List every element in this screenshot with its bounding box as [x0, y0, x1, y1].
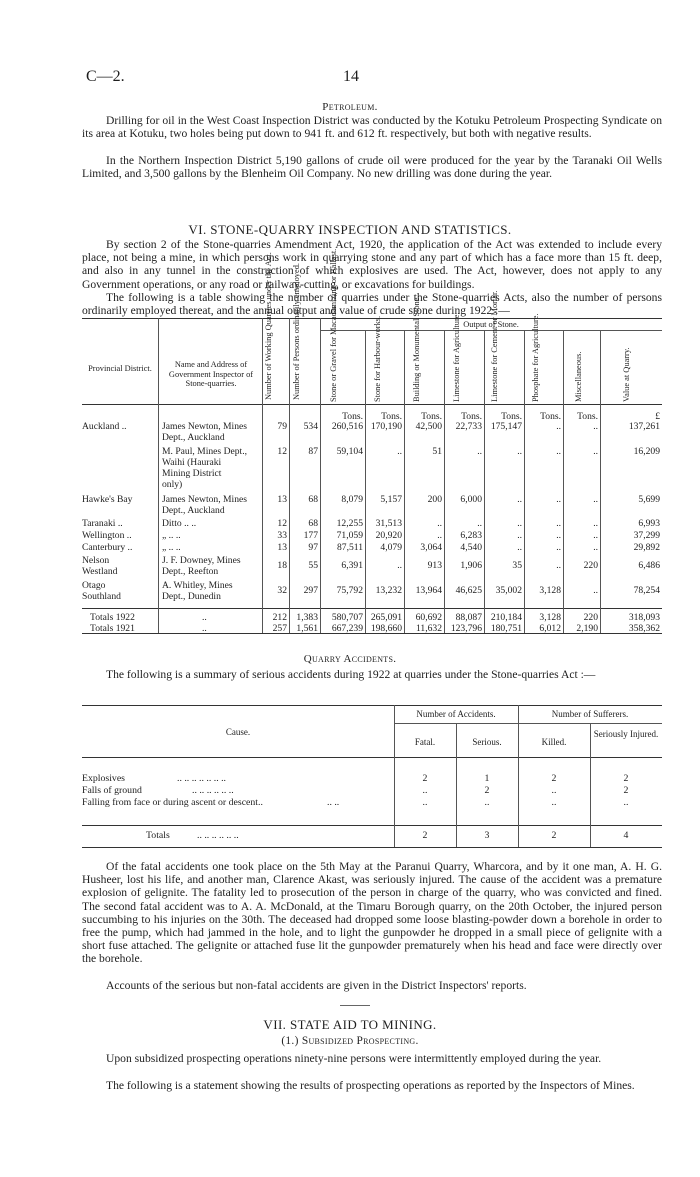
inspector-line: Ditto .. ..: [162, 518, 197, 529]
inspector-line: Waihi (Hauraki: [162, 457, 222, 468]
output-cell: 200: [427, 494, 442, 505]
page-number: 14: [343, 68, 359, 85]
persons-cell: 534: [303, 421, 318, 432]
output-cell: 6,486: [638, 560, 660, 571]
persons-cell: 297: [303, 585, 318, 596]
col-header-phosphate: Phosphate for Agriculture.: [531, 313, 540, 402]
page-header: [86, 68, 640, 92]
accident-count: 2: [551, 773, 557, 784]
output-cell: ..: [517, 518, 522, 529]
unit-label: Tons.: [381, 411, 402, 422]
section-7-paragraph-1: Upon subsidized prospecting operations ninety-nine persons were intermittently employed during the year.: [106, 1052, 602, 1065]
output-cell: ..: [477, 446, 482, 457]
output-total: 198,660: [370, 623, 402, 634]
col-header-value: Value at Quarry.: [622, 347, 631, 402]
output-cell: 3,128: [539, 585, 561, 596]
output-total: 2,190: [576, 623, 598, 634]
col-header-output-group: Output of Stone.: [463, 320, 519, 329]
persons-cell: 177: [303, 530, 318, 541]
accident-count: ..: [422, 785, 428, 796]
accident-count: ..: [551, 797, 557, 808]
output-cell: ..: [593, 585, 598, 596]
output-cell: ..: [593, 518, 598, 529]
output-cell: 6,993: [638, 518, 660, 529]
output-total: 88,087: [455, 612, 482, 623]
persons-cell: 68: [308, 518, 318, 529]
col-header-persons: Number of Persons ordinarily employed.: [292, 263, 301, 400]
unit-label: Tons.: [342, 411, 363, 422]
output-cell: 5,157: [380, 494, 402, 505]
accident-total: 3: [484, 830, 490, 841]
output-cell: 13,232: [375, 585, 402, 596]
output-cell: 13,964: [415, 585, 442, 596]
section-7-paragraph-2: The following is a statement showing the results of prospecting operations as reported by the Inspectors of Mines.: [106, 1079, 635, 1092]
output-cell: ..: [556, 530, 561, 541]
output-cell: ..: [517, 446, 522, 457]
output-cell: 59,104: [336, 446, 363, 457]
accidents-paragraph-1: Of the fatal accidents one took place on the 5th May at the Paranui Quarry, Wharcora, and by it one man, A. H. G. Husheer, lost his life, and another man, Clarence Akast, was seriously injured. The cause of the accident was a premature explosion of gelignite. The fatality led to prosecution of the person in charge of the quarry, who was convicted and fined. The second fatal accident was to A. A. McDonald, at the Timaru Borough quarry, on the 20th October, the injured person succumbing to his injuries on the 30th. The deceased had dropped some loose blasting-powder down a borehole in order to free the pump, which had jammed in the hole, and to light the gunpowder he dropped in a small piece of gelignite with a short fuse attached. The gelignite or attached fuse lit the gunpowder prematurely when his head and face were directly over the borehole.: [82, 860, 662, 966]
persons-cell: 55: [308, 560, 318, 571]
output-cell: 220: [583, 560, 598, 571]
output-cell: ..: [593, 542, 598, 553]
output-cell: 260,516: [331, 421, 363, 432]
quarry-accidents-heading: Quarry Accidents.: [303, 653, 397, 665]
output-total: 11,632: [415, 623, 442, 634]
quarries-cell: 33: [277, 530, 287, 541]
persons-total: 1,561: [296, 623, 318, 634]
output-cell: 170,190: [370, 421, 402, 432]
output-cell: 1,906: [460, 560, 482, 571]
inspector-line: „ .. ..: [162, 530, 181, 541]
district-name: Wellington ..: [82, 530, 132, 541]
output-total: 180,751: [490, 623, 522, 634]
output-cell: ..: [556, 421, 561, 432]
output-cell: 71,059: [336, 530, 363, 541]
output-cell: 4,540: [460, 542, 482, 553]
accident-count: ..: [551, 785, 557, 796]
quarries-total: 212: [272, 612, 287, 623]
inspector-line: Dept., Auckland: [162, 505, 225, 516]
output-cell: ..: [397, 560, 402, 571]
cause-header: Cause.: [225, 727, 251, 737]
quarries-cell: 79: [277, 421, 287, 432]
output-cell: ..: [517, 494, 522, 505]
output-cell: 42,500: [415, 421, 442, 432]
district-name: Hawke's Bay: [82, 494, 133, 505]
output-cell: 4,079: [380, 542, 402, 553]
inspector-line: „ .. ..: [162, 542, 181, 553]
unit-label: Tons.: [461, 411, 482, 422]
output-cell: 75,792: [336, 585, 363, 596]
col-header-lime-agri: Limestone for Agriculture.: [452, 312, 461, 402]
sufferers-group-header: Number of Sufferers.: [551, 709, 629, 719]
petroleum-paragraph-1: Drilling for oil in the West Coast Inspection District was conducted by the Kotuku Petroleum Prospecting Syndicate on its area at Kotuku, two holes being put down to 941 ft. and 612 ft. respectively, but both with negative results.: [82, 114, 662, 141]
output-cell: ..: [517, 542, 522, 553]
output-cell: ..: [477, 518, 482, 529]
serious-header: Serious.: [472, 737, 502, 747]
output-total: 3,128: [539, 612, 561, 623]
output-cell: ..: [556, 542, 561, 553]
col-header-building: Building or Monumental Stone.: [412, 295, 421, 402]
accident-total: 2: [422, 830, 428, 841]
output-cell: 5,699: [638, 494, 660, 505]
output-total: 220: [583, 612, 598, 623]
output-total: 580,707: [331, 612, 363, 623]
output-cell: ..: [556, 560, 561, 571]
divider: [340, 1005, 370, 1006]
output-cell: ..: [397, 446, 402, 457]
accident-count: 2: [623, 785, 629, 796]
output-cell: 137,261: [628, 421, 660, 432]
output-cell: 3,064: [420, 542, 442, 553]
leader-dots: .. .. .. .. .. ..: [192, 785, 234, 796]
output-total: 358,362: [628, 623, 660, 634]
petroleum-paragraph-2: In the Northern Inspection District 5,190 gallons of crude oil were produced for the year by the Taranaki Oil Wells Limited, and 3,500 gallons by the Blenheim Oil Company. No new drilling was done during the year.: [82, 154, 662, 181]
accident-count: 1: [484, 773, 490, 784]
petroleum-heading: Petroleum.: [322, 101, 378, 113]
output-total: 667,239: [331, 623, 363, 634]
output-cell: ..: [556, 446, 561, 457]
district-name: Otago: [82, 580, 106, 591]
accident-count: 2: [623, 773, 629, 784]
output-total: 318,093: [628, 612, 660, 623]
leader-dots: .. ..: [327, 797, 340, 808]
output-cell: 35: [512, 560, 522, 571]
output-cell: 913: [427, 560, 442, 571]
document-code: C—2.: [86, 68, 125, 85]
output-total: 123,796: [450, 623, 482, 634]
persons-cell: 68: [308, 494, 318, 505]
inspector-line: Dept., Auckland: [162, 432, 225, 443]
fatal-header: Fatal.: [414, 737, 436, 747]
accidents-group-header: Number of Accidents.: [416, 709, 496, 719]
quarries-cell: 12: [277, 518, 287, 529]
output-total: 210,184: [490, 612, 522, 623]
accident-total: 2: [551, 830, 557, 841]
output-total: 60,692: [415, 612, 442, 623]
section-6-heading: VI. STONE-QUARRY INSPECTION AND STATISTICS.: [188, 222, 512, 237]
persons-cell: 87: [308, 446, 318, 457]
district-name: Nelson: [82, 555, 110, 566]
inspector-line: James Newton, Mines: [162, 494, 247, 505]
accident-count: ..: [484, 797, 490, 808]
section-6-paragraph-2: The following is a table showing the number of quarries under the Stone-quarries Acts, also the number of persons ordinarily employed thereat, and the annual output and value of crude stone during 1922 :—: [82, 291, 662, 318]
col-header-macadam: Stone or Gravel for Macadamizing or Ballast.: [329, 248, 338, 402]
quarries-total: 257: [272, 623, 287, 634]
output-cell: 20,920: [375, 530, 402, 541]
accident-count: ..: [623, 797, 629, 808]
seriously-injured-header: Seriously Injured.: [593, 729, 659, 739]
section-7-subheading: (1.) Subsidized Prospecting.: [281, 1035, 419, 1047]
killed-header: Killed.: [541, 737, 567, 747]
cause-label: Explosives: [82, 773, 125, 784]
section-7-heading: VII. STATE AID TO MINING.: [263, 1017, 437, 1032]
output-cell: ..: [556, 518, 561, 529]
output-cell: 12,255: [336, 518, 363, 529]
output-cell: ..: [437, 518, 442, 529]
accidents-paragraph-2: Accounts of the serious but non-fatal accidents are given in the District Inspectors' reports.: [106, 979, 527, 992]
district-name: Southland: [82, 591, 121, 602]
output-cell: 6,000: [460, 494, 482, 505]
output-cell: 37,299: [633, 530, 660, 541]
output-cell: 29,892: [633, 542, 660, 553]
output-cell: 78,254: [633, 585, 660, 596]
unit-label: Tons.: [501, 411, 522, 422]
unit-label: Tons.: [577, 411, 598, 422]
quarries-cell: 12: [277, 446, 287, 457]
inspector-line: James Newton, Mines: [162, 421, 247, 432]
quarries-cell: 32: [277, 585, 287, 596]
section-6-paragraph-1: By section 2 of the Stone-quarries Amendment Act, 1920, the application of the Act was extended to include every place, not being a mine, in which persons work in quarrying stone and any part of which has a face more than 15 ft. deep, and also in any tunnel in the construction of which explosives are used. The Act, however, does not apply to any Government operations, or any road or railway-cutting, or excavations for buildings.: [82, 238, 662, 291]
inspector-line: only): [162, 479, 183, 490]
district-name: Canterbury ..: [82, 542, 133, 553]
output-total: 6,012: [539, 623, 561, 634]
persons-cell: 97: [308, 542, 318, 553]
inspector-line: J. F. Downey, Mines: [162, 555, 241, 566]
cause-label: Falling from face or during ascent or descent..: [82, 797, 263, 808]
col-header-district: Provincial District.: [88, 364, 152, 373]
output-cell: 8,079: [341, 494, 363, 505]
accidents-table: [82, 705, 662, 853]
totals-label: Totals 1921: [90, 623, 135, 634]
persons-total: 1,383: [296, 612, 318, 623]
output-cell: 22,733: [455, 421, 482, 432]
output-cell: 31,513: [375, 518, 402, 529]
inspector-line: Dept., Dunedin: [162, 591, 221, 602]
output-cell: ..: [517, 530, 522, 541]
totals-mark: ..: [202, 612, 207, 623]
district-name: Westland: [82, 566, 118, 577]
output-cell: ..: [593, 494, 598, 505]
col-header-misc: Miscellaneous.: [574, 351, 583, 402]
output-cell: 87,511: [336, 542, 363, 553]
totals-label: Totals: [146, 830, 170, 841]
output-cell: 175,147: [490, 421, 522, 432]
leader-dots: .. .. .. .. .. .. ..: [177, 773, 226, 784]
output-cell: ..: [593, 421, 598, 432]
unit-label: Tons.: [421, 411, 442, 422]
accident-total: 4: [623, 830, 629, 841]
totals-mark: ..: [202, 623, 207, 634]
leader-dots: .. .. .. .. .. ..: [197, 830, 239, 841]
totals-label: Totals 1922: [90, 612, 135, 623]
quarries-cell: 13: [277, 542, 287, 553]
output-cell: 6,391: [341, 560, 363, 571]
output-cell: ..: [593, 530, 598, 541]
inspector-line: M. Paul, Mines Dept.,: [162, 446, 248, 457]
output-cell: ..: [437, 530, 442, 541]
inspector-line: Dept., Reefton: [162, 566, 219, 577]
inspector-line: Mining District: [162, 468, 222, 479]
district-name: Auckland ..: [82, 421, 127, 432]
col-header-inspector: Name and Address of Government Inspector of Stone-quarries.: [168, 360, 254, 388]
inspector-line: A. Whitley, Mines: [162, 580, 233, 591]
output-cell: 51: [432, 446, 442, 457]
quarries-cell: 18: [277, 560, 287, 571]
district-name: Taranaki ..: [82, 518, 123, 529]
accident-count: ..: [422, 797, 428, 808]
output-cell: 35,002: [495, 585, 522, 596]
accident-count: 2: [484, 785, 490, 796]
unit-label: Tons.: [540, 411, 561, 422]
accidents-intro: The following is a summary of serious accidents during 1922 at quarries under the Stone-quarries Act :—: [106, 668, 596, 681]
col-header-quarries: Number of Working Quarries under the Act.: [264, 252, 273, 400]
accident-count: 2: [422, 773, 428, 784]
output-cell: ..: [556, 494, 561, 505]
unit-label: £: [655, 411, 660, 422]
output-cell: 46,625: [455, 585, 482, 596]
output-total: 265,091: [370, 612, 402, 623]
col-header-harbour: Stone for Harbour-works.: [373, 315, 382, 402]
quarries-cell: 13: [277, 494, 287, 505]
output-cell: ..: [593, 446, 598, 457]
cause-label: Falls of ground: [82, 785, 142, 796]
col-header-lime-cement: Limestone for Cement or Mortar.: [490, 290, 499, 402]
output-cell: 16,209: [633, 446, 660, 457]
output-cell: 6,283: [460, 530, 482, 541]
